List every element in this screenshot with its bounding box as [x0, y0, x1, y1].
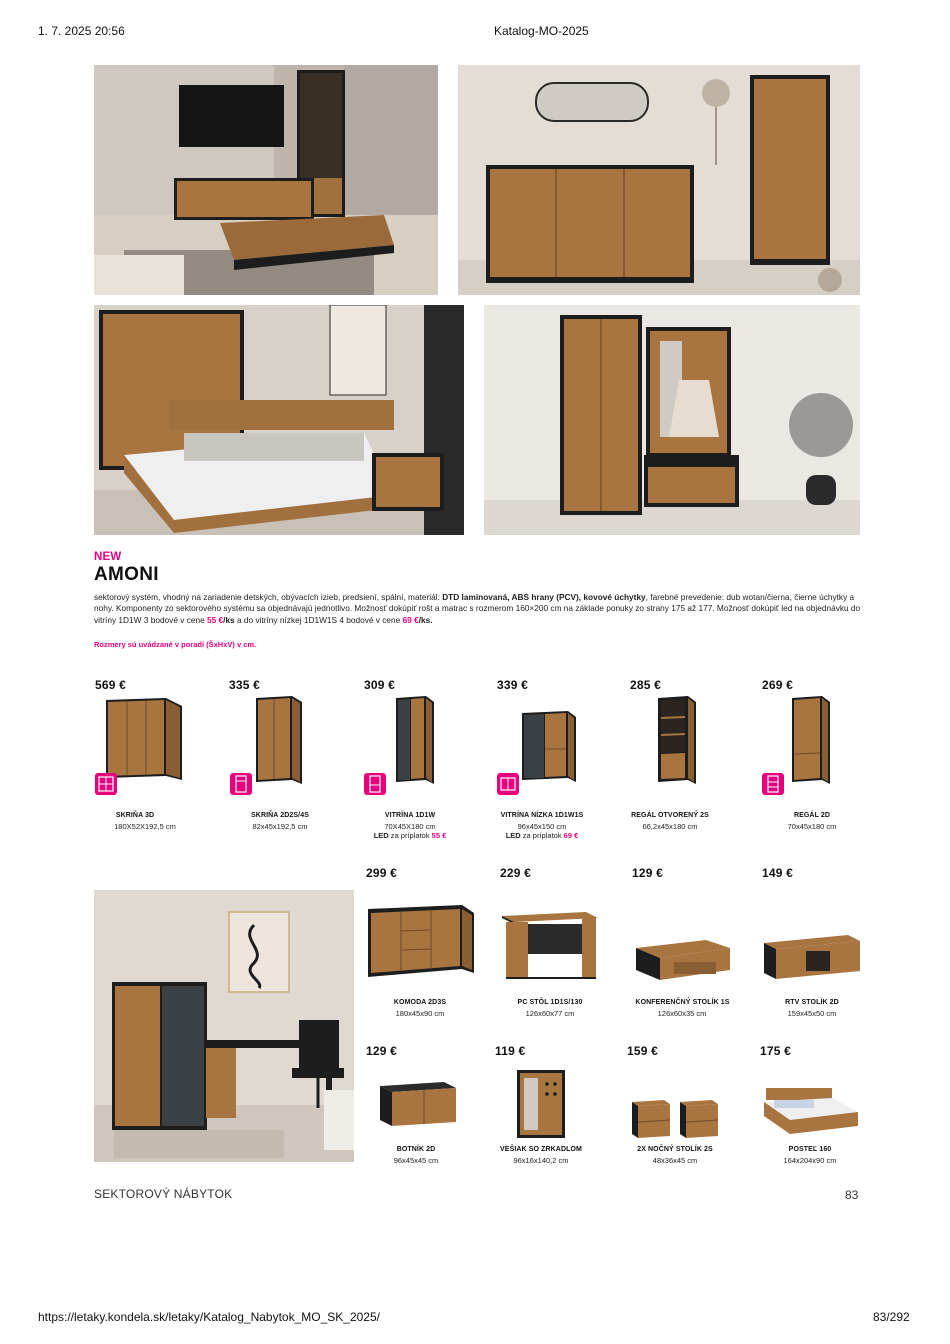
price: 129 €: [632, 866, 664, 880]
dimensions-note: Rozmery sú uvádzané v poradí (ŠxHxV) v cm.: [94, 640, 257, 649]
section-label: SEKTOROVÝ NÁBYTOK: [94, 1187, 233, 1201]
desc-part: /ks: [223, 614, 235, 625]
product-name: VEŠIAK SO ZRKADLOM: [500, 1146, 582, 1153]
product-image-wardrobe-3d: [104, 696, 184, 782]
product-line-title: AMONI: [94, 564, 159, 585]
led-label: LED: [373, 831, 389, 840]
product-image-display-cabinet: [394, 694, 436, 786]
product-image-bed: [762, 1086, 860, 1138]
product-dimensions: 126x60x35 cm: [657, 1009, 707, 1018]
shelf-layout-icon: [762, 773, 784, 795]
price: 299 €: [366, 866, 398, 880]
print-doc-title: Katalog-MO-2025: [494, 24, 589, 38]
led-text: za príplatok: [520, 831, 564, 840]
product-name: BOTNÍK 2D: [396, 1146, 436, 1153]
led-price: 69 €: [563, 831, 579, 840]
product-name: SKRIŇA 3D: [115, 812, 155, 819]
product-image-dresser: [366, 903, 476, 979]
low-cabinet-layout-icon: [497, 773, 519, 795]
print-datetime: 1. 7. 2025 20:56: [38, 24, 125, 38]
product-dimensions: 48x36x45 cm: [652, 1156, 698, 1165]
product-dimensions: 66,2x45x180 cm: [642, 822, 698, 831]
wardrobe-layout-icon: [95, 773, 117, 795]
print-url[interactable]: https://letaky.kondela.sk/letaky/Katalog_Nabytok_MO_SK_2025/: [38, 1310, 380, 1324]
wardrobe-layout-icon: [230, 773, 252, 795]
product-image-shoe-bench: [378, 1080, 458, 1128]
photo-living-room: [94, 65, 438, 295]
product-name: VITRÍNA 1D1W: [384, 812, 436, 819]
product-name: KONFERENČNÝ STOLÍK 1S: [635, 999, 730, 1006]
product-dimensions: 82x45x192,5 cm: [252, 822, 308, 831]
product-name: PC STÔL 1D1S/130: [517, 999, 583, 1006]
new-label: NEW: [94, 551, 122, 563]
price: 569 €: [95, 678, 127, 692]
price: 159 €: [627, 1044, 659, 1058]
product-dimensions: 96x45x45 cm: [393, 1156, 439, 1165]
product-dimensions: 96x16x140,2 cm: [513, 1156, 569, 1165]
product-image-coat-rack: [515, 1068, 567, 1140]
desc-part: , farebné prevedenie: dub wotan/čierna, čierne úchytky a nohy. Komponenty zo sektorového systému sa objednávajú jednotlivo. Možnosť dokúpiť rošt a matrac s rozmerom 160×200 cm na základe ponuky zo strany 175 až 177. Možnosť dokúpiť led na objednávku do vitríny 1D1W 3 bodové v cene: [94, 592, 861, 625]
product-image-shelf-2d: [790, 694, 832, 786]
product-image-open-shelf: [656, 694, 698, 786]
page-number: 83: [845, 1188, 859, 1202]
price: 229 €: [500, 866, 532, 880]
price: 335 €: [229, 678, 261, 692]
product-name: RTV STOLÍK 2D: [785, 999, 839, 1006]
product-image-wardrobe-2d: [254, 694, 304, 786]
product-dimensions: 180X52X192,5 cm: [114, 822, 176, 831]
price: 175 €: [760, 1044, 792, 1058]
print-page-count: 83/292: [873, 1310, 910, 1324]
photo-bedroom: [94, 305, 464, 535]
product-dimensions: 96x45x150 cm: [517, 822, 567, 831]
product-image-nightstands: [630, 1098, 722, 1140]
product-dimensions: 180x45x90 cm: [395, 1009, 445, 1018]
product-image-pc-desk: [500, 910, 600, 982]
price: 339 €: [497, 678, 529, 692]
product-name: 2X NOČNÝ STOLÍK 2S: [637, 1146, 713, 1153]
product-name: REGÁL 2D: [793, 812, 831, 819]
led-label: LED: [505, 831, 521, 840]
price: 269 €: [762, 678, 794, 692]
product-image-coffee-table: [634, 938, 732, 982]
product-name: KOMODA 2D3S: [393, 999, 447, 1006]
price: 149 €: [762, 866, 794, 880]
product-line-description: [94, 592, 866, 626]
desc-part: a do vitríny nízkej 1D1W1S 4 bodové v cene: [234, 614, 403, 625]
product-dimensions: 126x60x77 cm: [525, 1009, 575, 1018]
product-dimensions: 70X45X180 cm: [384, 822, 436, 831]
desc-part: /ks.: [418, 614, 433, 625]
led-price-2: 69 €: [402, 614, 419, 625]
price: 285 €: [630, 678, 662, 692]
led-price-1: 55 €: [206, 614, 224, 625]
desc-part: sektorový systém, vhodný na zariadenie detských, obývacích izieb, predsiení, spální, materiál:: [94, 592, 443, 602]
product-dimensions: 70x45x180 cm: [787, 822, 837, 831]
photo-study-room: [94, 890, 354, 1162]
product-dimensions: 164x204x90 cm: [783, 1156, 837, 1165]
price: 129 €: [366, 1044, 398, 1058]
product-name: REGÁL OTVORENÝ 2S: [631, 812, 709, 819]
product-name: VITRÍNA NÍZKA 1D1W1S: [500, 812, 584, 819]
display-cabinet-layout-icon: [364, 773, 386, 795]
product-dimensions: 159x45x50 cm: [787, 1009, 837, 1018]
led-surcharge: [482, 831, 602, 840]
led-surcharge: [350, 831, 470, 840]
photo-hallway: [484, 305, 860, 535]
price: 309 €: [364, 678, 396, 692]
led-text: za príplatok: [388, 831, 432, 840]
led-price: 55 €: [431, 831, 447, 840]
product-name: SKRIŇA 2D2S/4S: [251, 812, 309, 819]
product-image-low-display-cabinet: [520, 709, 578, 784]
product-image-tv-stand: [762, 933, 862, 981]
desc-material: DTD laminovaná, ABS hrany (PCV), kovové úchytky: [442, 592, 646, 602]
photo-dresser-room: [458, 65, 860, 295]
product-name: POSTEĽ 160: [788, 1146, 832, 1153]
price: 119 €: [495, 1044, 526, 1058]
